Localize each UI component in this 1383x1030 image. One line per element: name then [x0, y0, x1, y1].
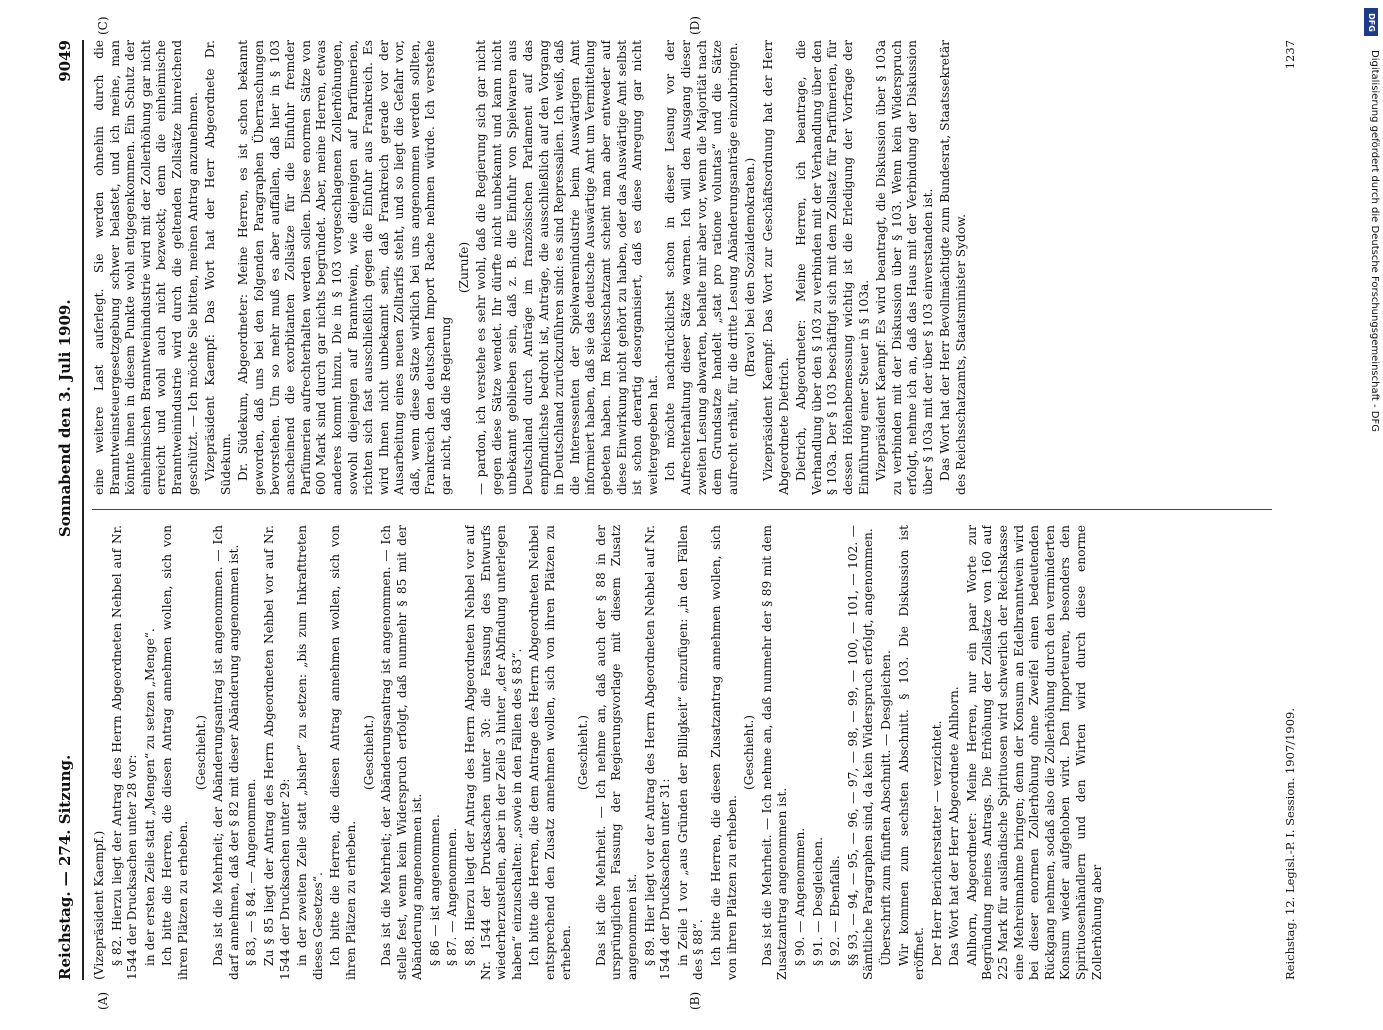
column-separator	[92, 509, 1272, 510]
paragraph: § 91. — Desgleichen.	[810, 837, 825, 966]
paragraph: Wir kommen zum sechsten Abschnitt. § 103. Die Diskussion ist eröffnet.	[896, 525, 927, 980]
paragraph: (Bravo! bei den Sozialdemokraten.)	[743, 157, 758, 378]
right-column	[92, 40, 1272, 495]
paragraph: Vizepräsident Kaempf: Es wird beantragt, die Diskussion über § 103a zu verbinden mit der Diskussion über § 103. Wenn kein Widerspruch erfolgt, nehme ich an, daß das Haus mit der Verbindung der Diskussion über § 103a mit der über § 103 einverstanden ist.	[874, 40, 935, 495]
paragraph: (Geschieht.)	[576, 714, 591, 791]
paragraph: § 83, — § 84. — Angenommen.	[244, 778, 259, 966]
paragraph: (Geschieht.)	[361, 714, 376, 791]
paragraph: (Vizepräsident Kaempf.)	[92, 830, 106, 980]
attribution-text: Digitalisierung gefördert durch die Deutsche Forschungsgemeinschaft - DFG	[1369, 50, 1380, 433]
paragraph: Vizepräsident Kaempf: Das Wort zur Geschäftsordnung hat der Herr Abgeordnete Dietrich.	[760, 40, 791, 495]
header-date: Sonnabend den 3. Juli 1909.	[56, 299, 74, 538]
paragraph: (Geschieht.)	[742, 714, 757, 791]
paragraph: Vizepräsident Kaempf: Das Wort hat der Herr Abgeordnete Dr. Südekum.	[203, 40, 233, 495]
paragraph: Der Herr Berichterstatter — verzichtet.	[929, 720, 944, 966]
page-footer	[1280, 40, 1300, 980]
header-rule	[82, 40, 84, 980]
header-session: Reichstag. — 274. Sitzung.	[56, 754, 74, 980]
paragraph: Ahlhorn, Abgeordneter: Meine Herren, nur ein paar Worte zur Begründung meines Antrags. Die Erhöhung der Zollsätze von 160 auf 225 Mark für ausländische Spirituosen wird schwerlich der Reichskasse eine Mehreinnahme bringen; denn der Konsum an Edelbranntwein wird bei dieser enormen Zollerhöhung ohne Zweifel einen bedeutenden Rückgang nehmen, sodaß also die Zollerhöhung durch den verminderten Konsum wieder aufgehoben wird. Den Importeuren, besonders den Spirituosenhändlern und den Wirten wird durch diese enorme Zollerhöhung aber	[964, 525, 1104, 980]
left-column	[92, 525, 1272, 980]
paragraph: — pardon, ich verstehe es sehr wohl, daß die Regierung sich gar nicht gegen diese Sätze wendet. Ihr dürfte nicht unbekannt und kann nicht unbekannt geblieben sein, daß z. B. die Einfuhr von Spielwaren aus Deutschland durch Anträge im französischen Parlament auf das empfindlichste bedroht ist, Anträge, die ausschließlich auf den Vorgang in Deutschland zurückzuführen sind: es sind Repressalien. Ich weiß, daß die Interessenten der Spielwarenindustrie beim Auswärtigen Amt informiert haben, daß sie das deutsche Auswärtige Amt um Vermittelung gebeten haben. Im Reichsschatzamt scheint man aber entweder auf diese Einwirkung nicht gehört zu haben, oder das Auswärtige Amt selbst ist schon derartig desorganisiert, daß es diese Anregung gar nicht weitergegeben hat.	[474, 40, 660, 495]
paragraph: § 82. Hierzu liegt der Antrag des Herrn Abgeordneten Nehbel auf Nr. 1544 der Drucksachen unter 28 vor:	[109, 525, 140, 980]
margin-marker-c: (C)	[96, 16, 110, 35]
paragraph: § 89. Hier liegt vor der Antrag des Herrn Abgeordneten Nehbel auf Nr. 1544 der Drucksachen unter 31:	[642, 525, 673, 980]
page-header	[48, 40, 82, 980]
paragraph: Ich bitte die Herren, die dem Antrage des Herrn Abgeordneten Nehbel entsprechend den Zusatz annehmen wollen, sich von ihren Plätzen zu erheben.	[527, 525, 573, 980]
paragraph: § 86 — ist angenommen.	[427, 814, 442, 966]
paragraph: Dietrich, Abgeordneter: Meine Herren, ich beantrage, die Verhandlung über den § 103 zu verbinden mit der Verhandlung über den § 103a. Der § 103 beschäftigt sich mit dem Zollsatz für Parfümerien, für dessen Höhenbemessung wichtig ist die Erledigung der Vorfrage der Einführung einer Steuer in § 103a.	[794, 40, 871, 495]
header-page-number: 9049	[56, 40, 74, 82]
paragraph: Ich möchte nachdrücklichst schon in dieser Lesung vor der Aufrechterhaltung dieser Sätze warnen. Ich will den Ausgang dieser zweiten Lesung abwarten, behalte mir aber vor, wenn die Majorität nach dem Grundsatze handelt „stat pro ratione voluntas“ und die Sätze aufrecht erhält, für die dritte Lesung Abänderungsanträge einzubringen.	[663, 40, 740, 495]
paragraph: § 92. — Ebenfalls.	[828, 855, 843, 966]
paragraph: Ich bitte die Herren, die diesen Zusatzantrag annehmen wollen, sich von ihren Plätzen zu erheben.	[708, 525, 739, 980]
paragraph: Überschrift zum fünften Abschnitt. — Desgleichen.	[878, 650, 893, 966]
paragraph: Das Wort hat der Herr Abgeordnete Ahlhorn.	[947, 686, 962, 966]
paragraph: in der ersten Zeile statt „Mengen“ zu setzen „Menge“.	[142, 628, 157, 966]
paragraph: Dr. Südekum, Abgeordneter: Meine Herren, es ist schon bekannt geworden, daß uns bei den folgenden Paragraphen Überraschungen bevorstehen. Um so mehr muß es aber auffallen, daß hier in § 103 anscheinend die exorbitanten Zollsätze für die Einfuhr fremder Parfümerien aufrechterhalten werden sollen. Diese enormen Sätze von 600 Mark sind durch gar nichts begründet. Aber, meine Herren, etwas anderes kommt hinzu. Die in § 103 vorgeschlagenen Zollerhöhungen, sowohl diejenigen auf Branntwein, wie diejenigen auf Parfümerien, richten sich fast ausschließlich gegen die Einfuhr aus Frankreich. Es wird Ihnen nicht unbekannt sein, daß Frankreich gerade vor der Ausarbeitung eines neuen Zolltarifs steht, und so liegt die Gefahr vor, daß, wenn diese Sätze wirklich bei uns angenommen werden sollten, Frankreich den deutschen Import Rache nehmen würde. Ich verstehe gar nicht, daß die Regierung	[236, 40, 454, 495]
paragraph: (Geschieht.)	[193, 714, 208, 791]
paragraph: Zu § 85 liegt der Antrag des Herrn Abgeordneten Nehbel vor auf Nr. 1544 der Drucksachen unter 29:	[261, 525, 292, 980]
paragraph: in der zweiten Zeile statt „bisher“ zu setzen: „bis zum Inkrafttreten dieses Gesetzes“.	[295, 525, 325, 980]
margin-marker-a: (A)	[96, 991, 110, 1010]
paragraph: Ich bitte die Herren, die diesen Antrag annehmen wollen, sich von ihren Plätzen zu erheben.	[160, 525, 190, 980]
footer-sheet-number: 1237	[1283, 40, 1297, 70]
paragraph: § 87. — Angenommen.	[445, 827, 460, 966]
paragraph: Das ist die Mehrheit. — Ich nehme an, daß auch der § 88 in der ursprünglichen Fassung der Regierungsvorlage mit diesem Zusatz angenommen ist.	[593, 525, 639, 980]
paragraph: Das Wort hat der Herr Bevollmächtigte zum Bundesrat, Staatssekretär des Reichsschatzamts, Staatsminister Sydow.	[938, 40, 969, 495]
paragraph: in Zeile 1 vor „aus Gründen der Billigkeit“ einzufügen: „in den Fällen des § 88“.	[675, 525, 706, 980]
digitization-attribution	[1362, 10, 1380, 990]
footer-session-info: Reichstag. 12. Legisl.-P. I. Session. 1907/1909.	[1283, 707, 1297, 980]
paragraph: § 88. Hierzu liegt der Antrag des Herrn Abgeordneten Nehbel vor auf Nr. 1544 der Drucksachen unter 30: die Fassung des Entwurfs wiederherzustellen, aber in der Zeile 3 hinter „der Abfindung unterlegen haben“ einzuschalten: „sowie in den Fällen des § 83“.	[463, 525, 524, 980]
paragraph: §§ 93, — 94, — 95, — 96, — 97, — 98, — 99, — 100, — 101, — 102. — Sämtliche Paragraphen sind, da kein Widerspruch erfolgt, angenommen.	[845, 525, 876, 980]
rotated-page-content	[48, 16, 1318, 1010]
paragraph: (Zurufe)	[456, 241, 471, 294]
paragraph: eine weitere Last auferlegt. Sie werden ohnehin durch die Branntweinsteuergesetzgebung schwer belastet, und ich meine, man könnte ihnen in diesem Punkte wohl entgegenkommen. Ein Schutz der einheimischen Branntweinindustrie wird mit der Zollerhöhung gar nicht erreicht und wohl auch nicht bezweckt; denn die einheimische Branntweinindustrie wird durch die geltenden Zollsätze hinreichend geschützt. — Ich möchte Sie bitten, meinen Antrag anzunehmen.	[92, 40, 200, 495]
paragraph: § 90. — Angenommen.	[792, 827, 807, 966]
margin-marker-d: (D)	[688, 16, 702, 35]
paragraph: Ich bitte die Herren, die diesen Antrag annehmen wollen, sich von ihren Plätzen zu erheben.	[328, 525, 358, 980]
margin-marker-b: (B)	[688, 991, 702, 1010]
paragraph: Das ist die Mehrheit; der Abänderungsantrag ist angenommen. — Ich stelle fest, wenn kein Widerspruch erfolgt, daß nunmehr § 85 mit der Abänderung angenommen ist.	[379, 525, 425, 980]
paragraph: Das ist die Mehrheit; der Abänderungsantrag ist angenommen. — Ich darf annehmen, daß der § 82 mit dieser Abänderung angenommen ist.	[211, 525, 241, 980]
dfg-logo: DFG	[1364, 8, 1378, 36]
paragraph: Das ist die Mehrheit. — Ich nehme an, daß nunmehr der § 89 mit dem Zusatzantrag angenommen ist.	[759, 525, 790, 980]
